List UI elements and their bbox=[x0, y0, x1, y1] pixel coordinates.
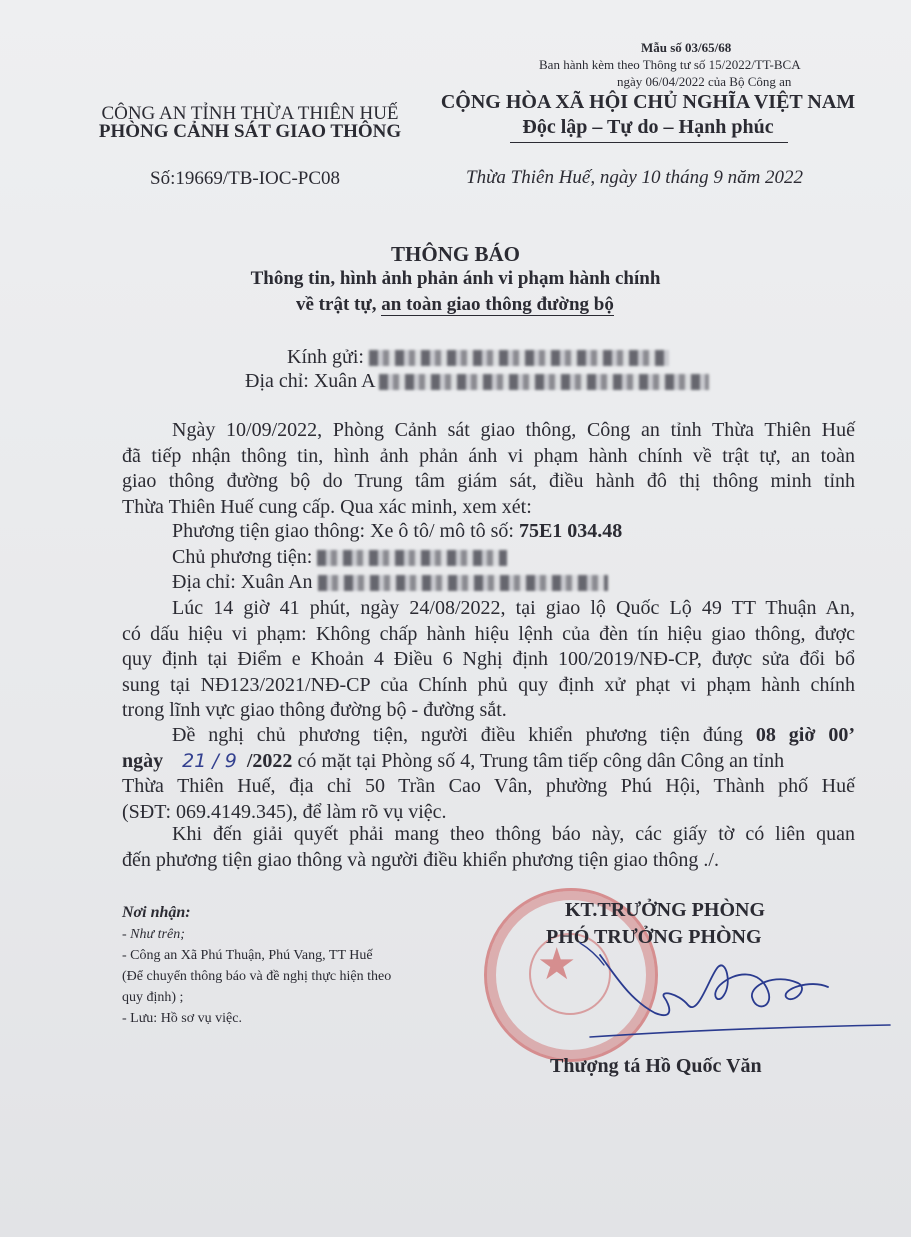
handwritten-signature bbox=[560, 935, 900, 1045]
owner-address-label: Địa chỉ: Xuân An bbox=[172, 571, 313, 593]
redacted-recipient-name bbox=[369, 350, 669, 366]
paragraph-line: giao thông đường bộ do Trung tâm giám sát, điều hành đô thị thông minh tỉnh bbox=[122, 470, 855, 492]
paragraph-received bbox=[122, 418, 855, 520]
country-name: CỘNG HÒA XÃ HỘI CHỦ NGHĨA VIỆT NAM bbox=[440, 91, 856, 113]
paragraph-line: đến phương tiện giao thông và người điều khiển phương tiện giao thông ./. bbox=[122, 848, 719, 871]
recipient-to bbox=[287, 346, 669, 369]
recipient-item: (Để chuyển thông báo và đề nghị thực hiện theo bbox=[122, 969, 392, 984]
recipient-item: - Công an Xã Phú Thuận, Phú Vang, TT Huế bbox=[122, 948, 373, 963]
appointment-time: 08 giờ 00’ bbox=[755, 724, 855, 746]
recipient-item: - Lưu: Hồ sơ vụ việc. bbox=[122, 1011, 242, 1026]
department-name: PHÒNG CẢNH SÁT GIAO THÔNG bbox=[98, 121, 402, 142]
subtitle-part-b: an toàn giao thông đường bộ bbox=[381, 294, 614, 315]
recipient-item: quy định) ; bbox=[122, 990, 184, 1005]
motto: Độc lập – Tự do – Hạnh phúc bbox=[522, 116, 774, 138]
handwritten-date: 21 / 9 bbox=[182, 749, 237, 772]
place-date: Thừa Thiên Huế, ngày 10 tháng 9 năm 2022 bbox=[466, 167, 804, 188]
recipient-to-label: Kính gửi: bbox=[287, 346, 364, 368]
motto-underline bbox=[510, 142, 788, 143]
request-text-2: có mặt tại Phòng số 4, Trung tâm tiếp công dân Công an tỉnh bbox=[292, 749, 785, 772]
recipient-item: - Như trên; bbox=[122, 927, 185, 942]
paragraph-bring-documents bbox=[122, 822, 855, 873]
form-issued-with: Ban hành kèm theo Thông tư số 15/2022/TT-BCA bbox=[539, 57, 801, 72]
appointment-year: /2022 bbox=[246, 749, 293, 772]
notice-title: THÔNG BÁO bbox=[391, 242, 520, 266]
recipients-title: Nơi nhận: bbox=[122, 904, 191, 921]
owner-address-line bbox=[172, 571, 608, 594]
recipient-address bbox=[245, 370, 709, 393]
document-number: Số:19669/TB-IOC-PC08 bbox=[150, 168, 341, 189]
vehicle-line bbox=[172, 520, 622, 543]
paragraph-line: Khi đến giải quyết phải mang theo thông báo này, các giấy tờ có liên quan bbox=[172, 823, 855, 845]
signature-title-1: KT.TRƯỞNG PHÒNG bbox=[565, 899, 765, 921]
recipient-address-label: Địa chỉ: Xuân A bbox=[245, 370, 375, 392]
agency-name: CÔNG AN TỈNH THỪA THIÊN HUẾ bbox=[101, 103, 399, 124]
signer-name: Thượng tá Hồ Quốc Văn bbox=[550, 1055, 762, 1077]
paragraph-line: Ngày 10/09/2022, Phòng Cảnh sát giao thông, Công an tỉnh Thừa Thiên Huế bbox=[172, 419, 855, 441]
seal-star-icon: ★ bbox=[537, 940, 577, 989]
owner-line bbox=[172, 546, 507, 569]
redacted-owner-name bbox=[317, 550, 507, 566]
request-text: Đề nghị chủ phương tiện, người điều khiển phương tiện đúng bbox=[172, 724, 756, 746]
form-number: Mẫu số 03/65/68 bbox=[641, 40, 732, 55]
owner-label: Chủ phương tiện: bbox=[172, 546, 313, 568]
paragraph-line: có dấu hiệu vi phạm: Không chấp hành hiệu lệnh của đèn tín hiệu giao thông, được bbox=[122, 622, 855, 645]
notice-subtitle-1: Thông tin, hình ảnh phản ánh vi phạm hành chính bbox=[250, 268, 661, 289]
redacted-recipient-address bbox=[379, 374, 709, 390]
paragraph-violation bbox=[122, 596, 855, 724]
paragraph-line: Lúc 14 giờ 41 phút, ngày 24/08/2022, tại giao lộ Quốc Lộ 49 TT Thuận An, bbox=[172, 597, 855, 619]
paragraph-line: đã tiếp nhận thông tin, hình ảnh phản ánh vi phạm hành chính về trật tự, an toàn bbox=[122, 444, 855, 467]
paragraph-line: trong lĩnh vực giao thông đường bộ - đường sắt. bbox=[122, 699, 507, 721]
paragraph-line bbox=[122, 749, 855, 775]
paragraph-line: (SĐT: 069.4149.345), để làm rõ vụ việc. bbox=[122, 800, 447, 823]
paragraph-line: Thừa Thiên Huế cung cấp. Qua xác minh, xem xét: bbox=[122, 495, 532, 518]
recipients-list bbox=[122, 924, 391, 1029]
paragraph-line: quy định tại Điểm e Khoản 4 Điều 6 Nghị định 100/2019/NĐ-CP, được sửa đổi bổ bbox=[122, 648, 855, 670]
paragraph-line: Thừa Thiên Huế, địa chỉ 50 Trần Cao Vân, phường Phú Hội, Thành phố Huế bbox=[122, 775, 855, 797]
license-plate: 75E1 034.48 bbox=[518, 520, 623, 542]
paragraph-line bbox=[122, 723, 855, 749]
paragraph-request bbox=[122, 723, 855, 825]
subtitle-part-a: về trật tự, bbox=[296, 294, 382, 315]
form-issued-date: ngày 06/04/2022 của Bộ Công an bbox=[617, 74, 792, 89]
notice-subtitle-2 bbox=[296, 294, 614, 316]
vehicle-label: Phương tiện giao thông: Xe ô tô/ mô tô số: bbox=[172, 520, 519, 542]
day-label: ngày bbox=[122, 749, 164, 772]
signature-title-2: PHÓ TRƯỞNG PHÒNG bbox=[546, 926, 762, 948]
paragraph-line: sung tại NĐ123/2021/NĐ-CP của Chính phủ quy định xử phạt vi phạm hành chính bbox=[122, 673, 855, 696]
redacted-owner-address bbox=[318, 575, 608, 591]
